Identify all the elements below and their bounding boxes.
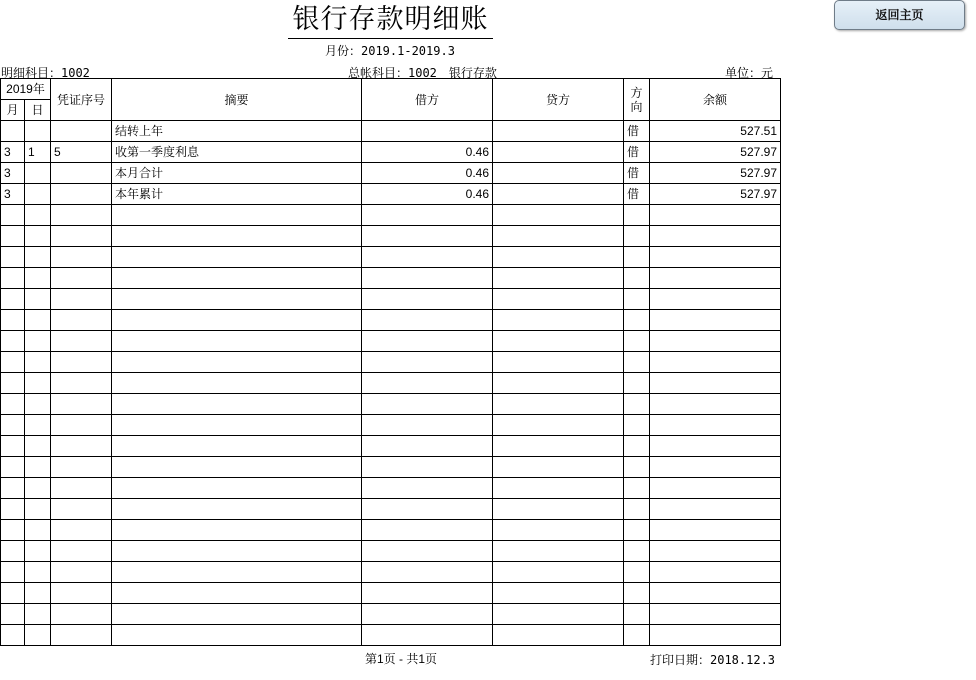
balance-cell — [650, 478, 781, 499]
balance-cell — [650, 625, 781, 646]
month-cell — [1, 457, 25, 478]
direction-cell — [624, 520, 650, 541]
credit-cell — [493, 604, 624, 625]
debit-cell — [362, 499, 493, 520]
direction-cell — [624, 562, 650, 583]
direction-cell — [624, 331, 650, 352]
debit-cell — [362, 583, 493, 604]
direction-cell: 借 — [624, 121, 650, 142]
voucher-cell — [51, 499, 112, 520]
day-cell — [25, 331, 51, 352]
day-cell — [25, 415, 51, 436]
balance-cell — [650, 289, 781, 310]
direction-cell — [624, 604, 650, 625]
month-cell — [1, 289, 25, 310]
debit-cell: 0.46 — [362, 163, 493, 184]
credit-cell — [493, 520, 624, 541]
direction-cell — [624, 457, 650, 478]
summary-cell — [112, 562, 362, 583]
direction-cell — [624, 310, 650, 331]
debit-cell: 0.46 — [362, 184, 493, 205]
direction-cell — [624, 373, 650, 394]
month-header: 月 — [1, 100, 25, 121]
summary-cell: 本月合计 — [112, 163, 362, 184]
direction-cell — [624, 436, 650, 457]
month-cell — [1, 373, 25, 394]
summary-cell: 结转上年 — [112, 121, 362, 142]
day-cell — [25, 541, 51, 562]
balance-cell — [650, 310, 781, 331]
balance-cell — [650, 268, 781, 289]
debit-cell — [362, 268, 493, 289]
day-cell — [25, 352, 51, 373]
day-cell — [25, 121, 51, 142]
debit-cell — [362, 352, 493, 373]
table-row — [1, 142, 781, 163]
voucher-cell — [51, 394, 112, 415]
debit-cell — [362, 205, 493, 226]
month-cell: 3 — [1, 184, 25, 205]
balance-cell: 527.97 — [650, 184, 781, 205]
direction-cell: 借 — [624, 163, 650, 184]
month-cell — [1, 205, 25, 226]
balance-cell — [650, 247, 781, 268]
direction-cell — [624, 352, 650, 373]
summary-cell — [112, 394, 362, 415]
day-cell — [25, 289, 51, 310]
credit-cell — [493, 226, 624, 247]
credit-cell — [493, 331, 624, 352]
voucher-cell — [51, 457, 112, 478]
voucher-cell — [51, 478, 112, 499]
empty-row — [1, 457, 781, 478]
debit-cell — [362, 310, 493, 331]
summary-cell: 收第一季度利息 — [112, 142, 362, 163]
summary-cell — [112, 415, 362, 436]
table-row — [1, 163, 781, 184]
direction-cell: 借 — [624, 142, 650, 163]
summary-cell — [112, 541, 362, 562]
summary-cell — [112, 205, 362, 226]
day-cell: 1 — [25, 142, 51, 163]
day-cell — [25, 457, 51, 478]
debit-cell — [362, 394, 493, 415]
balance-cell — [650, 562, 781, 583]
voucher-cell — [51, 331, 112, 352]
summary-cell — [112, 604, 362, 625]
empty-row — [1, 583, 781, 604]
credit-cell — [493, 142, 624, 163]
ledger-table — [0, 78, 781, 646]
voucher-cell — [51, 268, 112, 289]
direction-header: 方 向 — [624, 79, 650, 121]
debit-cell — [362, 478, 493, 499]
empty-row — [1, 604, 781, 625]
return-home-button[interactable]: 返回主页 — [834, 0, 965, 30]
debit-cell — [362, 226, 493, 247]
direction-cell — [624, 478, 650, 499]
day-cell — [25, 436, 51, 457]
empty-row — [1, 373, 781, 394]
credit-cell — [493, 163, 624, 184]
empty-row — [1, 499, 781, 520]
print-date-label: 打印日期：2018.12.3 — [650, 653, 776, 667]
debit-cell: 0.46 — [362, 142, 493, 163]
empty-row — [1, 436, 781, 457]
page-indicator: 第1页 - 共1页 — [365, 652, 438, 666]
voucher-cell — [51, 226, 112, 247]
empty-row — [1, 394, 781, 415]
month-cell — [1, 310, 25, 331]
balance-cell — [650, 373, 781, 394]
month-cell — [1, 625, 25, 646]
debit-cell — [362, 247, 493, 268]
summary-cell — [112, 625, 362, 646]
empty-row — [1, 310, 781, 331]
voucher-cell — [51, 583, 112, 604]
direction-cell — [624, 289, 650, 310]
debit-cell — [362, 625, 493, 646]
summary-cell — [112, 310, 362, 331]
detail-account-label: 明细科目：1002 — [1, 66, 90, 80]
ledger-title: 银行存款明细账 — [288, 2, 493, 39]
month-cell — [1, 331, 25, 352]
summary-cell — [112, 247, 362, 268]
empty-row — [1, 625, 781, 646]
empty-row — [1, 226, 781, 247]
debit-header: 借方 — [362, 79, 493, 121]
empty-row — [1, 520, 781, 541]
month-cell — [1, 541, 25, 562]
day-cell — [25, 310, 51, 331]
day-cell — [25, 184, 51, 205]
credit-cell — [493, 415, 624, 436]
table-row — [1, 184, 781, 205]
balance-cell — [650, 436, 781, 457]
general-account-label: 总帐科目：1002 银行存款 — [348, 66, 497, 80]
month-cell — [1, 415, 25, 436]
balance-cell — [650, 331, 781, 352]
direction-cell — [624, 205, 650, 226]
ledger-body — [1, 121, 781, 646]
voucher-cell — [51, 289, 112, 310]
month-cell — [1, 562, 25, 583]
summary-cell — [112, 478, 362, 499]
credit-cell — [493, 247, 624, 268]
empty-row — [1, 205, 781, 226]
summary-cell — [112, 499, 362, 520]
day-cell — [25, 499, 51, 520]
day-cell — [25, 205, 51, 226]
direction-cell — [624, 583, 650, 604]
voucher-cell — [51, 184, 112, 205]
summary-cell — [112, 268, 362, 289]
direction-cell — [624, 625, 650, 646]
balance-cell — [650, 394, 781, 415]
month-cell — [1, 352, 25, 373]
empty-row — [1, 541, 781, 562]
summary-cell — [112, 583, 362, 604]
month-cell — [1, 583, 25, 604]
debit-cell — [362, 436, 493, 457]
voucher-cell — [51, 310, 112, 331]
voucher-cell — [51, 373, 112, 394]
credit-cell — [493, 457, 624, 478]
balance-header: 余额 — [650, 79, 781, 121]
balance-cell — [650, 604, 781, 625]
balance-cell — [650, 520, 781, 541]
debit-cell — [362, 121, 493, 142]
balance-cell — [650, 415, 781, 436]
credit-cell — [493, 583, 624, 604]
voucher-cell: 5 — [51, 142, 112, 163]
debit-cell — [362, 457, 493, 478]
unit-label: 单位：元 — [725, 66, 774, 80]
summary-header: 摘要 — [112, 79, 362, 121]
credit-cell — [493, 268, 624, 289]
month-cell — [1, 604, 25, 625]
debit-cell — [362, 373, 493, 394]
credit-cell — [493, 352, 624, 373]
summary-cell — [112, 352, 362, 373]
table-row — [1, 121, 781, 142]
credit-cell — [493, 541, 624, 562]
direction-cell — [624, 247, 650, 268]
direction-cell — [624, 268, 650, 289]
balance-cell — [650, 226, 781, 247]
day-cell — [25, 394, 51, 415]
direction-cell: 借 — [624, 184, 650, 205]
day-header: 日 — [25, 100, 51, 121]
voucher-header: 凭证序号 — [51, 79, 112, 121]
credit-cell — [493, 373, 624, 394]
direction-cell — [624, 541, 650, 562]
empty-row — [1, 562, 781, 583]
empty-row — [1, 289, 781, 310]
year-header: 2019年 — [1, 79, 51, 100]
credit-cell — [493, 184, 624, 205]
month-cell — [1, 520, 25, 541]
credit-cell — [493, 121, 624, 142]
day-cell — [25, 268, 51, 289]
credit-cell — [493, 436, 624, 457]
month-cell — [1, 268, 25, 289]
day-cell — [25, 478, 51, 499]
empty-row — [1, 352, 781, 373]
day-cell — [25, 604, 51, 625]
direction-cell — [624, 415, 650, 436]
voucher-cell — [51, 562, 112, 583]
summary-cell — [112, 436, 362, 457]
empty-row — [1, 478, 781, 499]
voucher-cell — [51, 604, 112, 625]
debit-cell — [362, 604, 493, 625]
voucher-cell — [51, 415, 112, 436]
month-cell — [1, 436, 25, 457]
credit-cell — [493, 205, 624, 226]
month-cell — [1, 394, 25, 415]
credit-cell — [493, 478, 624, 499]
summary-cell — [112, 520, 362, 541]
debit-cell — [362, 520, 493, 541]
direction-cell — [624, 394, 650, 415]
day-cell — [25, 373, 51, 394]
day-cell — [25, 562, 51, 583]
summary-cell — [112, 457, 362, 478]
day-cell — [25, 226, 51, 247]
credit-cell — [493, 562, 624, 583]
summary-cell — [112, 373, 362, 394]
voucher-cell — [51, 352, 112, 373]
month-cell — [1, 121, 25, 142]
month-cell — [1, 478, 25, 499]
empty-row — [1, 247, 781, 268]
day-cell — [25, 625, 51, 646]
empty-row — [1, 415, 781, 436]
month-cell — [1, 499, 25, 520]
summary-cell: 本年累计 — [112, 184, 362, 205]
credit-cell — [493, 310, 624, 331]
voucher-cell — [51, 625, 112, 646]
balance-cell — [650, 457, 781, 478]
day-cell — [25, 247, 51, 268]
voucher-cell — [51, 436, 112, 457]
day-cell — [25, 163, 51, 184]
debit-cell — [362, 415, 493, 436]
debit-cell — [362, 541, 493, 562]
day-cell — [25, 520, 51, 541]
voucher-cell — [51, 247, 112, 268]
empty-row — [1, 268, 781, 289]
credit-header: 贷方 — [493, 79, 624, 121]
period-label: 月份：2019.1-2019.3 — [325, 44, 455, 58]
day-cell — [25, 583, 51, 604]
voucher-cell — [51, 541, 112, 562]
credit-cell — [493, 499, 624, 520]
credit-cell — [493, 625, 624, 646]
credit-cell — [493, 394, 624, 415]
balance-cell: 527.51 — [650, 121, 781, 142]
balance-cell — [650, 583, 781, 604]
balance-cell — [650, 352, 781, 373]
direction-cell — [624, 226, 650, 247]
month-cell — [1, 226, 25, 247]
debit-cell — [362, 331, 493, 352]
balance-cell — [650, 541, 781, 562]
month-cell: 3 — [1, 142, 25, 163]
empty-row — [1, 331, 781, 352]
voucher-cell — [51, 520, 112, 541]
debit-cell — [362, 562, 493, 583]
month-cell: 3 — [1, 163, 25, 184]
balance-cell — [650, 499, 781, 520]
voucher-cell — [51, 163, 112, 184]
balance-cell — [650, 205, 781, 226]
credit-cell — [493, 289, 624, 310]
voucher-cell — [51, 121, 112, 142]
voucher-cell — [51, 205, 112, 226]
balance-cell: 527.97 — [650, 163, 781, 184]
summary-cell — [112, 331, 362, 352]
month-cell — [1, 247, 25, 268]
debit-cell — [362, 289, 493, 310]
balance-cell: 527.97 — [650, 142, 781, 163]
summary-cell — [112, 289, 362, 310]
summary-cell — [112, 226, 362, 247]
direction-cell — [624, 499, 650, 520]
